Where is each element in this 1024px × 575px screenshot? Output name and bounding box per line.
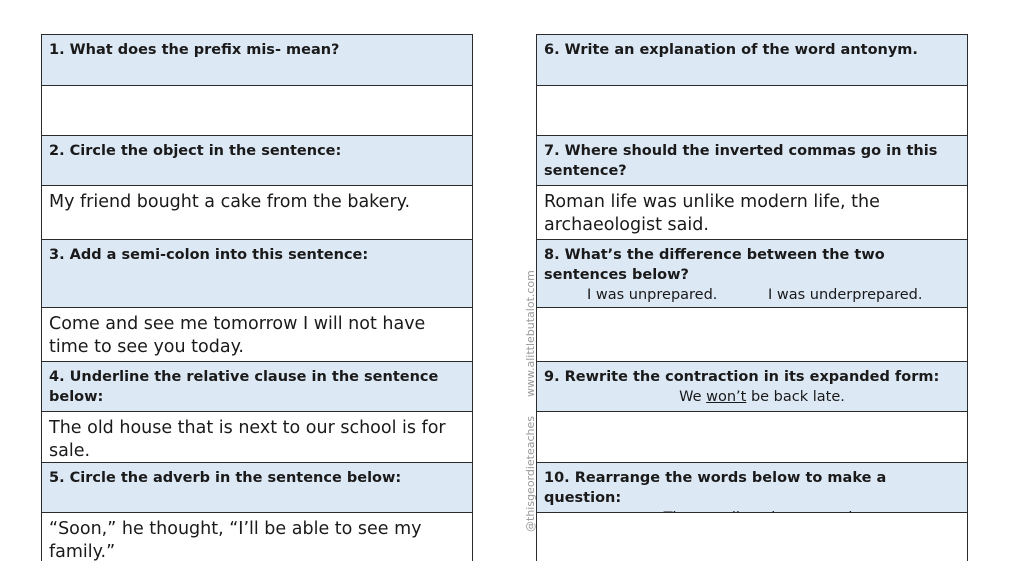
question-1-text: 1. What does the prefix mis- mean? xyxy=(49,42,340,58)
question-8-text: 8. What’s the difference between the two sentences below? xyxy=(544,247,885,283)
answer-8-text xyxy=(537,308,967,313)
answer-10-box[interactable] xyxy=(537,512,967,562)
contraction-sentence-end: be back late. xyxy=(746,389,845,405)
answer-9-box[interactable] xyxy=(537,411,967,462)
left-question-panel xyxy=(41,34,473,561)
answer-8-box[interactable] xyxy=(537,307,967,361)
answer-5-text: “Soon,” he thought, “I’ll be able to see my family.” xyxy=(49,519,422,562)
question-6-row xyxy=(537,35,967,85)
sentence-underprepared: I was underprepared. xyxy=(768,287,923,303)
question-4-row xyxy=(42,361,472,411)
answer-10-text xyxy=(537,513,967,518)
question-3-text: 3. Add a semi-colon into this sentence: xyxy=(49,247,369,263)
handle-watermark: @thisgeordieteaches xyxy=(524,415,537,532)
question-9-row xyxy=(537,361,967,411)
contraction-word: won’t xyxy=(706,389,747,405)
question-3-row xyxy=(42,239,472,307)
right-question-panel xyxy=(536,34,968,561)
question-5-text: 5. Circle the adverb in the sentence below: xyxy=(49,470,402,486)
question-10-text: 10. Rearrange the words below to make a question: xyxy=(544,470,887,506)
sentence-unprepared: I was unprepared. xyxy=(587,287,718,303)
question-8-row xyxy=(537,239,967,307)
contraction-sentence-start: We xyxy=(679,389,707,405)
question-9-text: 9. Rewrite the contraction in its expanded form: xyxy=(544,369,940,385)
website-watermark: www.alittlebutalot.com xyxy=(524,270,537,397)
question-4-text: 4. Underline the relative clause in the sentence below: xyxy=(49,369,439,405)
answer-2-text: My friend bought a cake from the bakery. xyxy=(49,192,411,212)
question-6-text: 6. Write an explanation of the word antonym. xyxy=(544,42,918,58)
answer-3-text: Come and see me tomorrow I will not have time to see you today. xyxy=(49,314,426,357)
question-10-row xyxy=(537,462,967,512)
answer-4-text: The old house that is next to our school is for sale. xyxy=(49,418,446,461)
question-7-text: 7. Where should the inverted commas go in this sentence? xyxy=(544,143,938,179)
answer-7-box[interactable] xyxy=(537,185,967,239)
answer-9-text xyxy=(537,412,967,417)
question-2-row xyxy=(42,135,472,185)
question-1-row xyxy=(42,35,472,85)
answer-4-box[interactable] xyxy=(42,411,472,462)
answer-5-box[interactable] xyxy=(42,512,472,562)
contraction-sentence xyxy=(537,387,967,407)
question-7-row xyxy=(537,135,967,185)
answer-1-text xyxy=(42,86,472,91)
answer-7-text: Roman life was unlike modern life, the archaeologist said. xyxy=(544,192,880,235)
answer-6-text xyxy=(537,86,967,91)
question-5-row xyxy=(42,462,472,512)
answer-2-box[interactable] xyxy=(42,185,472,239)
question-2-text: 2. Circle the object in the sentence: xyxy=(49,143,342,159)
answer-6-box[interactable] xyxy=(537,85,967,135)
answer-3-box[interactable] xyxy=(42,307,472,361)
answer-1-box[interactable] xyxy=(42,85,472,135)
